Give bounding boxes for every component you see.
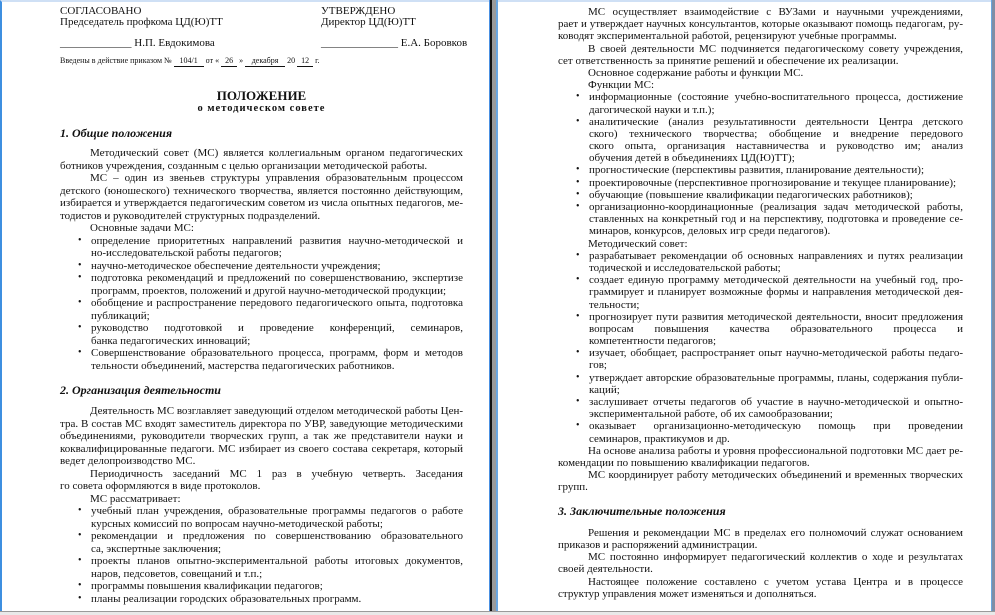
order-day: 26 xyxy=(221,56,237,67)
text-line: Настоящее положение составлено с учетом устава Центра и в процессе xyxy=(588,575,963,588)
order-year: 12 xyxy=(297,56,313,67)
list-item xyxy=(60,580,463,593)
bullet-icon: • xyxy=(576,176,580,188)
approval-left-signature: _____________ Н.П. Евдокимова xyxy=(60,37,215,49)
document-page-left xyxy=(0,0,489,611)
order-suffix: г. xyxy=(315,56,320,65)
list-item xyxy=(60,272,463,297)
text-line: аналитические (анализ результативности деятельности Центра детского xyxy=(589,115,963,128)
text-line: сет ответственность за принятие решений и обеспечение их реализации. xyxy=(558,54,899,67)
text-line: курсных комиссий по вопросам научно-методической работы; xyxy=(91,517,383,530)
text-line: минаров, конкурсов, деловых игр среди педагогов). xyxy=(589,225,831,238)
text-line: объединениями, руководители творческих групп, а так же представители науки и xyxy=(60,430,463,443)
list-item xyxy=(60,260,463,273)
text-line: Периодичность заседаний МС 1 раз в учебную четверть. Заседания xyxy=(90,467,463,480)
bullet-icon: • xyxy=(576,188,580,200)
text-line: изучает, обобщает, распространяет опыт научно-методической работы педаго- xyxy=(589,347,963,360)
bullet-icon: • xyxy=(78,580,82,592)
list-item xyxy=(558,274,963,311)
list-item xyxy=(558,250,963,274)
text-line: вопросам повышения качества образовательного процесса и xyxy=(589,322,963,335)
text-line: рекомендации и предложения по совершенствованию образовательного xyxy=(91,530,463,543)
paragraph xyxy=(558,43,963,67)
order-month: декабря xyxy=(245,56,285,67)
list-item xyxy=(558,164,963,176)
text-line: но-исследовательской работы педагогов; xyxy=(91,247,282,259)
left-page-body xyxy=(60,147,463,605)
paragraph xyxy=(558,527,963,551)
text-line: экспериментальной работе, об их самообразовании; xyxy=(589,408,833,421)
text-line: тодистов и руководителей структурных подразделений. xyxy=(60,209,321,222)
bottom-edge xyxy=(0,611,995,615)
list-item xyxy=(60,322,463,347)
bullet-icon: • xyxy=(78,505,82,517)
section-heading: 2. Организация деятельности xyxy=(60,382,221,397)
text-line: МС осуществляет взаимодействие с ВУЗами и научными учреждениями, xyxy=(588,6,963,18)
approval-right-signature: ______________ Е.А. Боровков xyxy=(321,37,468,49)
text-line: прогнозирует пути развития методической деятельности, вносит предложения xyxy=(589,310,963,323)
text-line: гов; xyxy=(589,359,607,372)
bullet-icon: • xyxy=(576,310,580,322)
text-line: банка педагогических инноваций; xyxy=(91,334,251,347)
bullet-icon: • xyxy=(78,272,82,283)
order-line xyxy=(60,56,319,67)
list-item xyxy=(558,201,963,238)
bullet-icon: • xyxy=(78,234,82,246)
paragraph xyxy=(558,576,963,600)
text-line: дагогической науки и т.п.); xyxy=(589,103,715,116)
text-line: граммирует и планирует возможные формы и направления методической дея- xyxy=(589,286,963,299)
text-line: го совета оформляются в виде протоколов. xyxy=(60,480,261,493)
text-line: ского опыта, организация наставничества и руководство им; анализ xyxy=(589,140,963,153)
text-line: научно-методическое обеспечение деятельности учреждения; xyxy=(91,259,381,272)
approval-right-label: УТВЕРЖДЕНО xyxy=(321,5,396,17)
bullet-icon: • xyxy=(78,347,82,358)
text-line: каций; xyxy=(589,383,620,396)
text-line: Основные задачи МС: xyxy=(90,222,194,234)
list-item xyxy=(60,235,463,260)
list-item xyxy=(60,555,463,580)
text-line: Функции МС: xyxy=(588,79,655,92)
text-line: Методический совет (МС) является коллегиальным органом педагогических xyxy=(90,147,463,159)
text-line: заслушивает отчеты педагогов об участие в научно-методической и опытно- xyxy=(589,396,963,408)
text-line: ководят экспериментальной работой, рецензируют учебные программы. xyxy=(558,30,897,43)
paragraph xyxy=(558,445,963,469)
text-line: МС постоянно информирует педагогический коллектив о ходе и результатах xyxy=(588,551,963,564)
text-line: МС – один из звеньев структуры управления образовательным процессом xyxy=(90,172,463,184)
text-line: ставленных на конкретный год и на перспективу, подготовка и проведение се- xyxy=(589,213,963,226)
text-line: приказов и распоряжений администрации. xyxy=(558,539,758,552)
text-line: Методический совет: xyxy=(588,237,688,250)
list-item xyxy=(558,420,963,444)
order-from: от « xyxy=(205,56,220,65)
text-line: разрабатывает рекомендации об основных направлениях и путях реализации xyxy=(589,249,963,262)
text-line: компетентности педагогов; xyxy=(589,335,717,348)
section-heading-1: 1. Общие положения xyxy=(60,126,172,140)
approval-left-position: Председатель профкома ЦД(Ю)ТТ xyxy=(60,16,223,28)
paragraph xyxy=(60,405,463,468)
list-item xyxy=(60,347,463,372)
text-line: групп. xyxy=(558,481,588,494)
paragraph xyxy=(60,468,463,493)
text-line: Основное содержание работы и функции МС. xyxy=(588,66,804,79)
list-item xyxy=(60,530,463,555)
bullet-icon: • xyxy=(78,322,82,333)
text-line: ботников учреждения, созданным с целью организации методической работы. xyxy=(60,159,428,172)
list-item xyxy=(558,116,963,165)
text-line: детского (юношеского) технического творчества, является постоянно действующим, xyxy=(60,184,463,197)
approval-left-label: СОГЛАСОВАНО xyxy=(60,5,142,17)
list-item xyxy=(558,347,963,371)
text-line: своей деятельности. xyxy=(558,563,653,576)
bullet-icon: • xyxy=(576,371,580,383)
bullet-icon: • xyxy=(576,347,580,359)
bullet-icon: • xyxy=(78,555,82,567)
paragraph xyxy=(60,172,463,222)
approval-right-position: Директор ЦД(Ю)ТТ xyxy=(321,16,416,28)
order-number: 104/1 xyxy=(174,56,204,67)
paragraph xyxy=(558,469,963,493)
text-line: ведет делопроизводство МС. xyxy=(60,455,196,468)
document-subtitle: о методическом совете xyxy=(197,103,326,114)
order-prefix: Введены в действие приказом № xyxy=(60,56,172,65)
text-line: структур управления может изменяться и дополняться. xyxy=(558,587,817,600)
text-line: коквалифицированные педагоги. МС избирает из своего состава секретаря, который xyxy=(60,442,463,455)
text-line: МС координирует работу методических объединений и временных творческих xyxy=(588,469,963,482)
bullet-icon: • xyxy=(78,297,82,308)
bullet-icon: • xyxy=(78,592,82,604)
text-line: комендации по повышению квалификации педагогов. xyxy=(558,456,810,469)
paragraph xyxy=(558,551,963,575)
list-item xyxy=(558,91,963,115)
list-item xyxy=(558,396,963,420)
list-item xyxy=(558,311,963,348)
bullet-icon: • xyxy=(576,164,580,176)
list-item xyxy=(558,189,963,201)
text-line: подготовка рекомендаций и предложений по совершенствованию, экспертизе xyxy=(91,272,463,284)
text-line: рает и утверждает научных консультантов, которые оказывают помощь педагогам, ру- xyxy=(558,18,963,31)
text-line: руководство подготовкой и проведение конференций, семинаров, xyxy=(91,322,463,334)
paragraph xyxy=(558,6,963,43)
text-line: избирается и утверждается педагогическим советом из числа опытных педагогов, ме- xyxy=(60,197,463,209)
text-line: са, экспертные заключения; xyxy=(91,542,222,555)
text-line: проектировочные (перспективное прогнозирование и текущее планирование); xyxy=(589,176,957,189)
list-item xyxy=(558,372,963,396)
text-line: планы реализации городских образовательных программ. xyxy=(91,592,362,605)
list-item xyxy=(60,593,463,606)
text-line: организационно-координационные (реализация задач методической работы, xyxy=(589,201,963,213)
document-page-right xyxy=(498,0,991,613)
right-page-body xyxy=(558,6,963,600)
text-line: программ, проектов, положений и другой научно-методической продукции; xyxy=(91,284,447,297)
text-line: Решения и рекомендации МС в пределах его полномочий служат основанием xyxy=(588,526,963,539)
text-line: информационные (состояние учебно-воспитательного процесса, достижение xyxy=(589,91,963,104)
text-line: В своей деятельности МС подчиняется педагогическому совету учреждения, xyxy=(588,42,963,55)
bullet-icon: • xyxy=(576,91,580,103)
bullet-icon: • xyxy=(78,530,82,542)
section-heading: 3. Заключительные положения xyxy=(558,504,726,518)
text-line: Совершенствование образовательного процесса, программ, форм и методов xyxy=(91,347,463,359)
bullet-icon: • xyxy=(576,201,580,212)
text-line: обучающие (повышение квалификации педагогических работников); xyxy=(589,188,913,201)
paragraph xyxy=(558,79,963,91)
order-century: 20 xyxy=(287,56,296,65)
text-line: оказывает организационно-методическую помощь при проведении xyxy=(589,420,963,433)
document-title: ПОЛОЖЕНИЕ xyxy=(216,88,307,103)
list-item xyxy=(558,177,963,189)
paragraph xyxy=(60,147,463,172)
order-close-quote: » xyxy=(239,56,244,65)
text-line: На основе анализа работы и уровня профессиональной подготовки МС дает ре- xyxy=(588,444,963,457)
text-line: учебный план учреждения, образовательные программы педагогов о работе xyxy=(91,505,463,518)
text-line: наров, педсоветов, совещаний и т.п.; xyxy=(91,567,263,580)
paragraph xyxy=(558,67,963,79)
paragraph xyxy=(60,493,463,506)
text-line: тельности; xyxy=(589,298,640,311)
bullet-icon: • xyxy=(576,249,580,261)
text-line: утверждает авторские образовательные программы, планы, содержания публи- xyxy=(589,371,963,384)
text-line: Деятельность МС возглавляет заведующий отделом методической работы Цен- xyxy=(90,405,463,418)
text-line: тодической и исследовательской работы; xyxy=(589,261,781,274)
text-line: публикаций; xyxy=(91,309,150,322)
list-item xyxy=(60,505,463,530)
text-line: тельности объединений, мастерства педагогических работников. xyxy=(91,359,395,372)
text-line: определение приоритетных направлений развития научно-методической и xyxy=(91,234,463,247)
list-item xyxy=(60,297,463,322)
text-line: проекты планов опытно-экспериментальной работы итоговых документов, xyxy=(91,555,463,568)
text-line: МС рассматривает: xyxy=(90,492,181,505)
bullet-icon: • xyxy=(576,396,580,407)
text-line: тра. В состав МС входят заместитель директора по УВР, заведующие методическими xyxy=(60,417,463,430)
bullet-icon: • xyxy=(576,420,580,432)
text-line: обучения детей в объединениях ЦД(Ю)ТТ); xyxy=(589,152,795,165)
text-line: семинаров, практикумов и др. xyxy=(589,432,730,445)
text-line: программы повышения квалификации педагогов; xyxy=(91,580,323,593)
bullet-icon: • xyxy=(576,115,580,127)
text-line: обобщение и распространение передового педагогического опыта, подготовка xyxy=(91,297,463,309)
bullet-icon: • xyxy=(576,274,580,286)
text-line: прогностические (перспективы развития, планирование деятельности); xyxy=(589,164,925,177)
text-line: создает единую программу методической деятельности на учебный год, про- xyxy=(589,274,963,287)
text-line: ского) технического творчества; обобщение и внедрение передового xyxy=(589,127,963,140)
bullet-icon: • xyxy=(78,259,82,271)
paragraph xyxy=(60,222,463,235)
paragraph xyxy=(558,238,963,250)
